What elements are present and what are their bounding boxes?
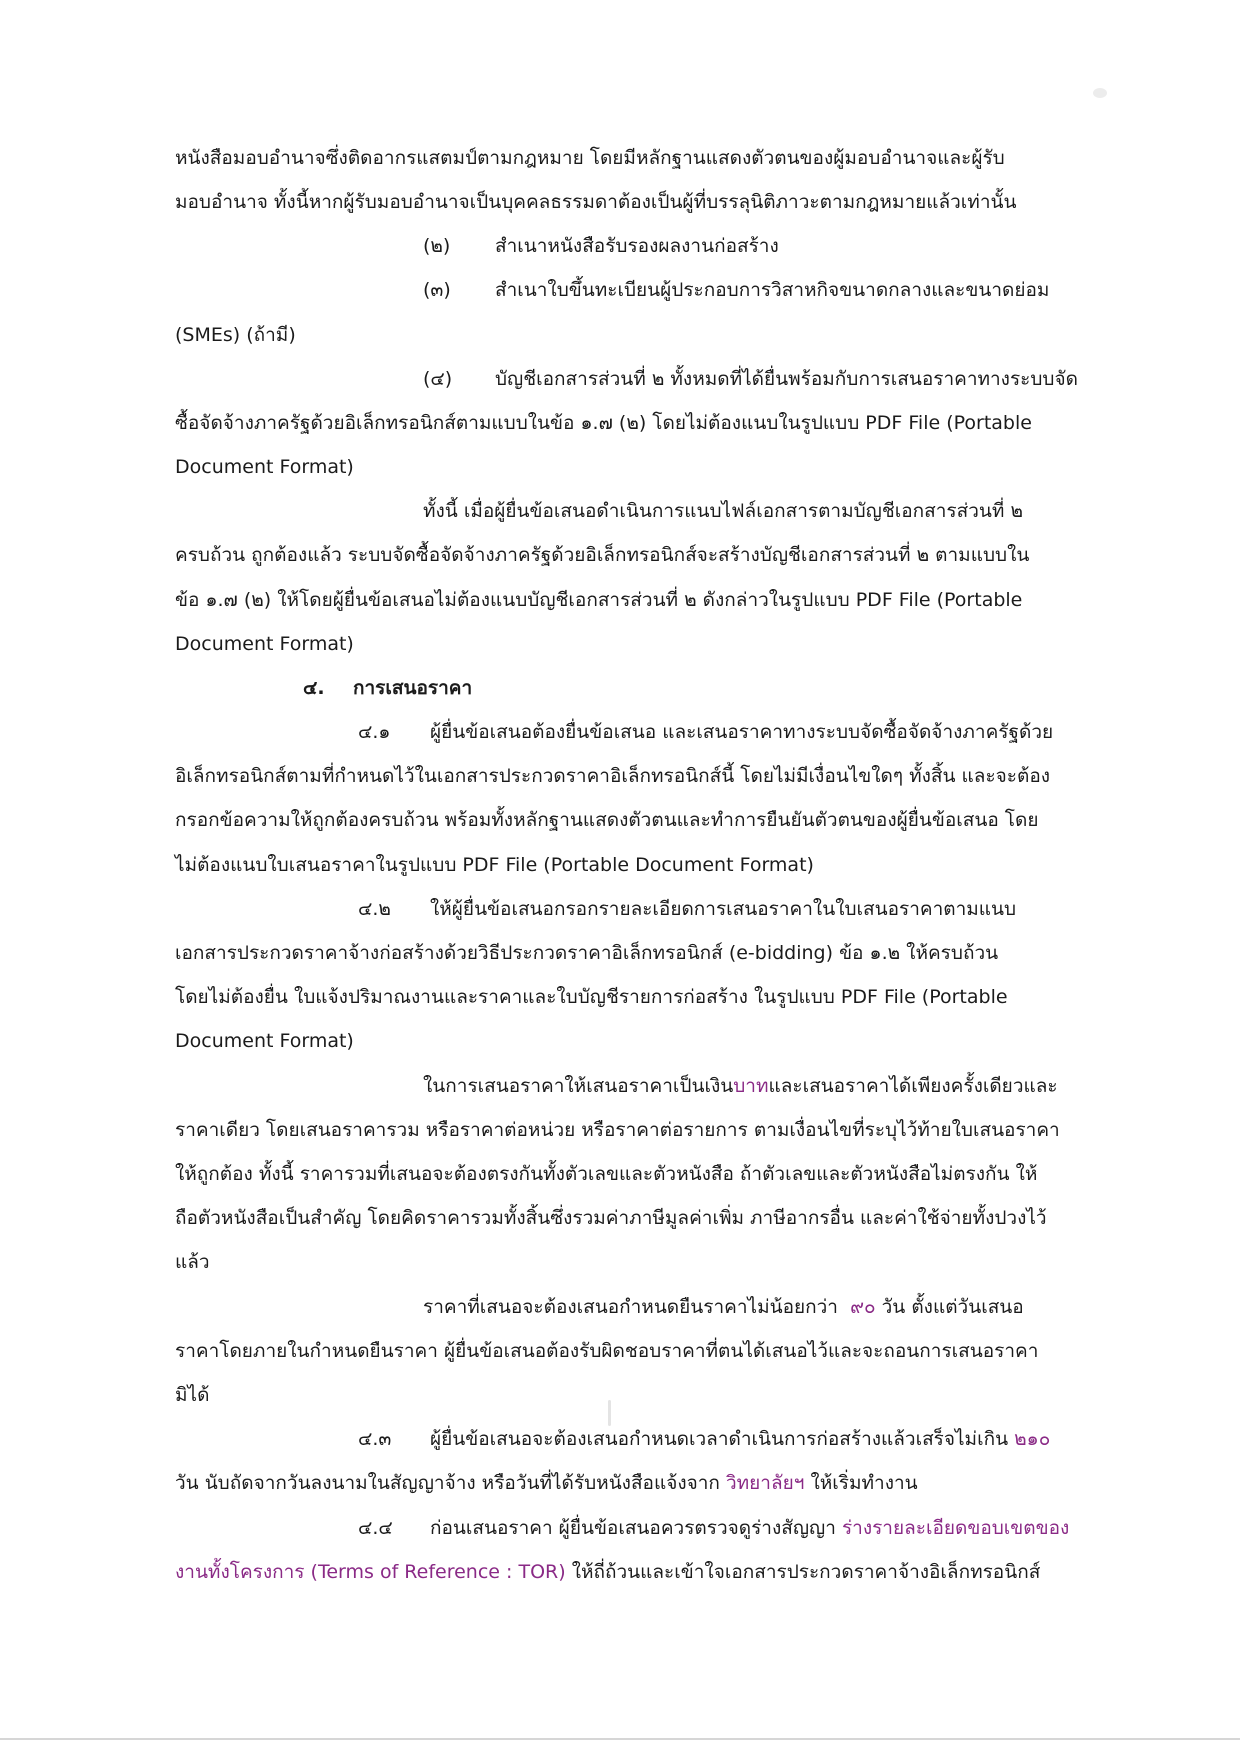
clause-4-2 — [358, 887, 1240, 931]
paragraph-line: Document Format) — [175, 456, 354, 478]
clause-4-3 — [358, 1417, 1240, 1461]
duration-days: ๒๑๐ — [1014, 1428, 1051, 1450]
section-title: การเสนอราคา — [353, 677, 473, 699]
paragraph-line: มิได้ — [175, 1384, 210, 1406]
clause-text: ก่อนเสนอราคา ผู้ยื่นข้อเสนอควรตรวจดูร่างสัญญา — [430, 1517, 836, 1539]
item-3 — [423, 268, 1240, 312]
text-run: วัน ตั้งแต่วันเสนอ — [881, 1296, 1024, 1318]
clause-number: ๔.๑ — [358, 721, 391, 743]
item-number: (๔) — [423, 368, 453, 390]
paragraph-line: ราคาเดียว โดยเสนอราคารวม หรือราคาต่อหน่วย หรือราคาต่อรายการ ตามเงื่อนไขที่ระบุไว้ท้ายใบเสนอราคา — [175, 1119, 1060, 1141]
text-run: และเสนอราคาได้เพียงครั้งเดียวและ — [768, 1075, 1058, 1097]
clause-number: ๔.๔ — [358, 1517, 393, 1539]
validity-days: ๙๐ — [850, 1296, 876, 1318]
paragraph-line: (SMEs) (ถ้ามี) — [175, 324, 296, 346]
section-number: ๔. — [303, 677, 325, 699]
paragraph-line — [175, 1550, 1120, 1594]
scan-speck — [1093, 88, 1107, 98]
text-run: ราคาที่เสนอจะต้องเสนอกำหนดยืนราคาไม่น้อยกว่า — [423, 1296, 838, 1318]
paragraph-line: ครบถ้วน ถูกต้องแล้ว ระบบจัดซื้อจัดจ้างภาครัฐด้วยอิเล็กทรอนิกส์จะสร้างบัญชีเอกสารส่วนที่ ๒ ตามแบบใน — [175, 544, 1030, 566]
paragraph-line: ราคาโดยภายในกำหนดยืนราคา ผู้ยื่นข้อเสนอต้องรับผิดชอบราคาที่ตนได้เสนอไว้และจะถอนการเสนอราคา — [175, 1340, 1039, 1362]
paragraph-line: ซื้อจัดจ้างภาครัฐด้วยอิเล็กทรอนิกส์ตามแบบในข้อ ๑.๗ (๒) โดยไม่ต้องแนบในรูปแบบ PDF File (Portable — [175, 412, 1032, 434]
paragraph-line: โดยไม่ต้องยื่น ใบแจ้งปริมาณงานและราคาและใบบัญชีรายการก่อสร้าง ในรูปแบบ PDF File (Portable — [175, 986, 1008, 1008]
text-run: ให้ถี่ถ้วนและเข้าใจเอกสารประกวดราคาจ้างอิเล็กทรอนิกส์ — [571, 1561, 1041, 1583]
paragraph-line: กรอกข้อความให้ถูกต้องครบถ้วน พร้อมทั้งหลักฐานแสดงตัวตนและทำการยืนยันตัวตนของผู้ยื่นข้อเสนอ โดย — [175, 809, 1039, 831]
paragraph-line: มอบอำนาจ ทั้งนี้หากผู้รับมอบอำนาจเป็นบุคคลธรรมดาต้องเป็นผู้ที่บรรลุนิติภาวะตามกฎหมายแล้วเท่านั้น — [175, 191, 1017, 213]
paragraph-line: แล้ว — [175, 1251, 210, 1273]
clause-text: ให้ผู้ยื่นข้อเสนอกรอกรายละเอียดการเสนอราคาในใบเสนอราคาตามแนบ — [430, 898, 1017, 920]
paragraph-line: ทั้งนี้ เมื่อผู้ยื่นข้อเสนอดำเนินการแนบไฟล์เอกสารตามบัญชีเอกสารส่วนที่ ๒ — [423, 500, 1023, 522]
clause-text: ผู้ยื่นข้อเสนอต้องยื่นข้อเสนอ และเสนอราคาทางระบบจัดซื้อจัดจ้างภาครัฐด้วย — [430, 721, 1054, 743]
paragraph-line — [175, 1461, 1120, 1505]
tor-highlight: งานทั้งโครงการ (Terms of Reference : TOR) — [175, 1561, 566, 1583]
scan-speck — [608, 1400, 611, 1426]
price-paragraph — [423, 1064, 1240, 1108]
paragraph-line: หนังสือมอบอำนาจซึ่งติดอากรแสตมป์ตามกฎหมาย โดยมีหลักฐานแสดงตัวตนของผู้มอบอำนาจและผู้รับ — [175, 147, 1005, 169]
text-run: วัน นับถัดจากวันลงนามในสัญญาจ้าง หรือวันที่ได้รับหนังสือแจ้งจาก — [175, 1472, 720, 1494]
text-run: ให้เริ่มทำงาน — [810, 1472, 918, 1494]
item-4 — [423, 357, 1240, 401]
clause-4-4 — [358, 1506, 1240, 1550]
paragraph-line: ไม่ต้องแนบใบเสนอราคาในรูปแบบ PDF File (Portable Document Format) — [175, 854, 814, 876]
paragraph-line: Document Format) — [175, 1030, 354, 1052]
item-number: (๒) — [423, 235, 451, 257]
item-number: (๓) — [423, 279, 451, 301]
paragraph-line: อิเล็กทรอนิกส์ตามที่กำหนดไว้ในเอกสารประกวดราคาอิเล็กทรอนิกส์นี้ โดยไม่มีเงื่อนไขใดๆ ทั้งสิ้น และจะต้อง — [175, 765, 1051, 787]
paragraph-line: Document Format) — [175, 633, 354, 655]
paragraph-line: ข้อ ๑.๗ (๒) ให้โดยผู้ยื่นข้อเสนอไม่ต้องแนบบัญชีเอกสารส่วนที่ ๒ ดังกล่าวในรูปแบบ PDF File (Portable — [175, 589, 1023, 611]
text-run: ในการเสนอราคาให้เสนอราคาเป็นเงิน — [423, 1075, 734, 1097]
section-heading — [303, 666, 1240, 710]
clause-4-1 — [358, 710, 1240, 754]
tor-highlight: ร่างรายละเอียดขอบเขตของ — [841, 1517, 1070, 1539]
validity-paragraph — [423, 1285, 1240, 1329]
paragraph-line: ถือตัวหนังสือเป็นสำคัญ โดยคิดราคารวมทั้งสิ้นซึ่งรวมค่าภาษีมูลค่าเพิ่ม ภาษีอากรอื่น และค่าใช้จ่ายทั้งปวงไว้ — [175, 1207, 1047, 1229]
page-edge-line — [0, 1738, 1240, 1740]
paragraph-line: ให้ถูกต้อง ทั้งนี้ ราคารวมที่เสนอจะต้องตรงกันทั้งตัวเลขและตัวหนังสือ ถ้าตัวเลขและตัวหนังสือไม่ตรงกัน ให้ — [175, 1163, 1038, 1185]
item-text: บัญชีเอกสารส่วนที่ ๒ ทั้งหมดที่ได้ยื่นพร้อมกับการเสนอราคาทางระบบจัด — [495, 368, 1078, 390]
college-highlight: วิทยาลัยฯ — [725, 1472, 805, 1494]
clause-number: ๔.๒ — [358, 898, 391, 920]
item-text: สำเนาใบขึ้นทะเบียนผู้ประกอบการวิสาหกิจขนาดกลางและขนาดย่อม — [495, 279, 1050, 301]
item-2 — [423, 224, 1240, 268]
item-text: สำเนาหนังสือรับรองผลงานก่อสร้าง — [495, 235, 779, 257]
clause-number: ๔.๓ — [358, 1428, 392, 1450]
clause-text: ผู้ยื่นข้อเสนอจะต้องเสนอกำหนดเวลาดำเนินการก่อสร้างแล้วเสร็จไม่เกิน — [430, 1428, 1009, 1450]
currency-highlight: บาท — [733, 1075, 769, 1097]
paragraph-line: เอกสารประกวดราคาจ้างก่อสร้างด้วยวิธีประกวดราคาอิเล็กทรอนิกส์ (e-bidding) ข้อ ๑.๒ ให้ครบถ้วน — [175, 942, 999, 964]
